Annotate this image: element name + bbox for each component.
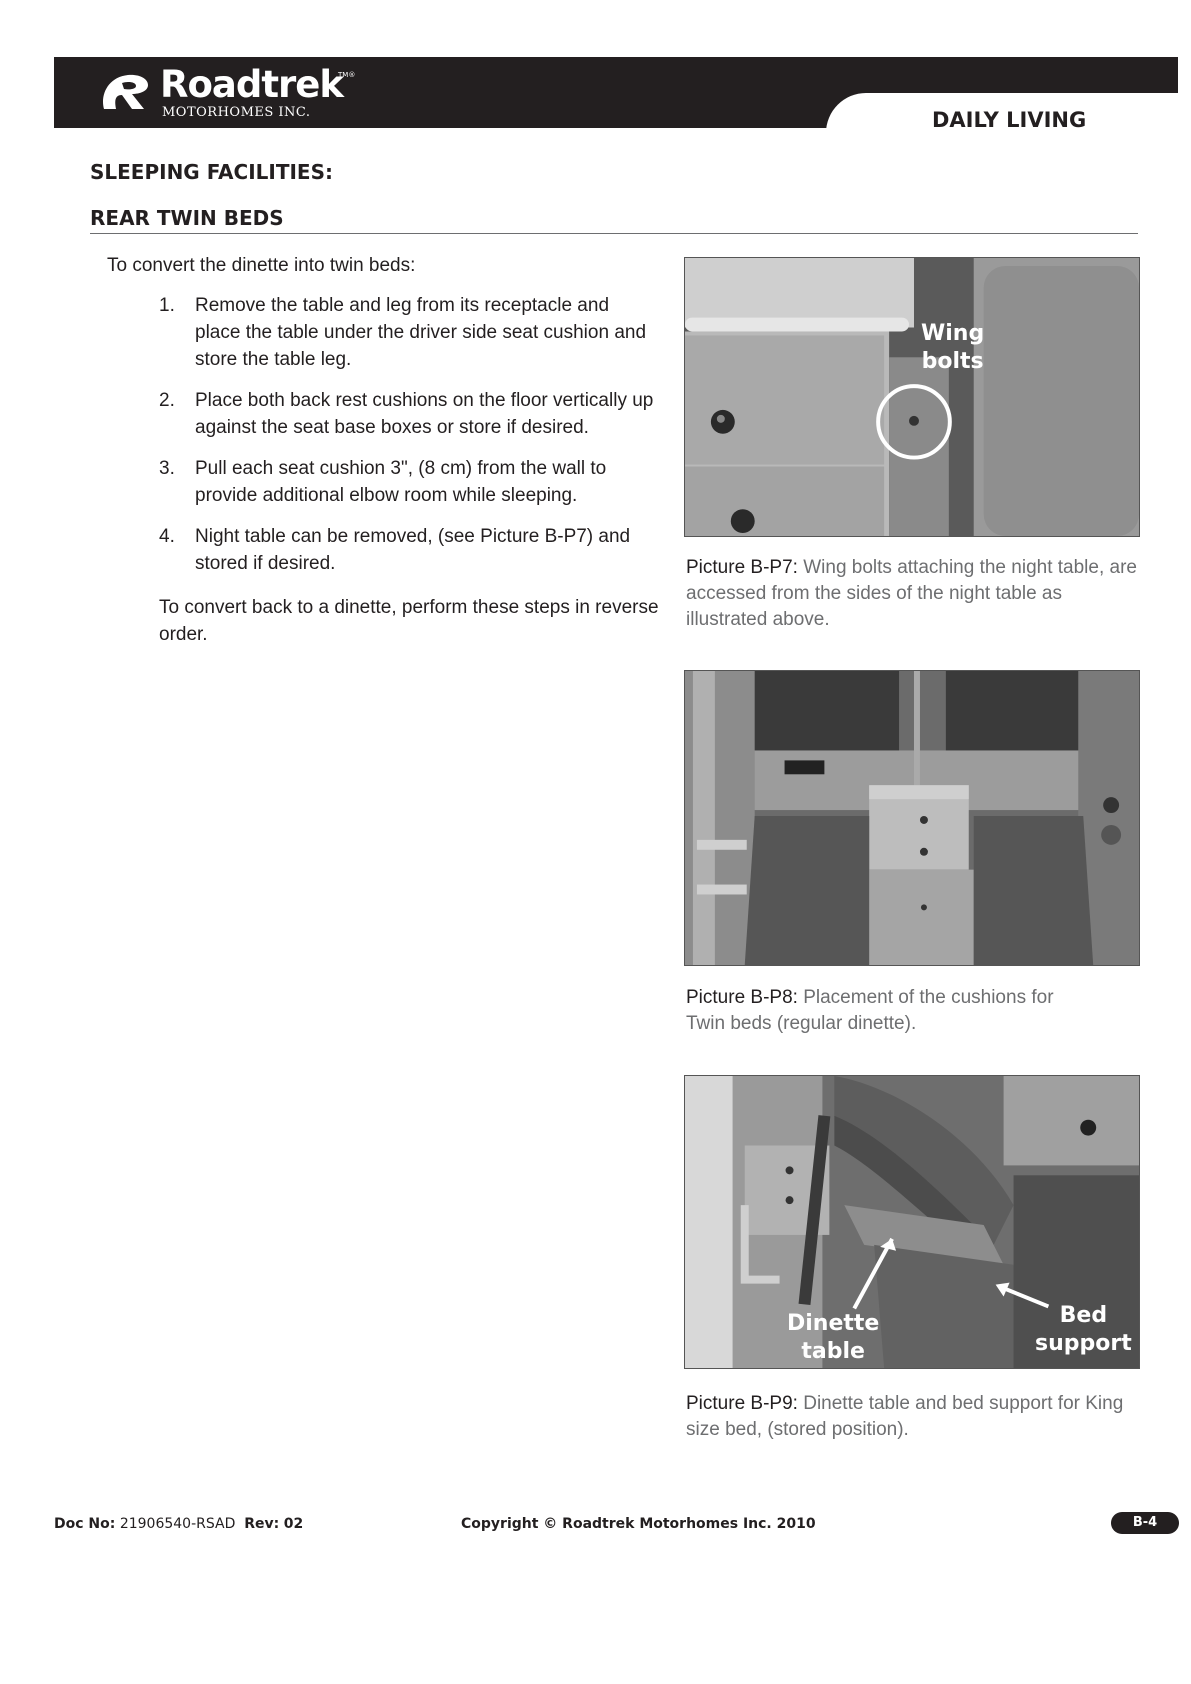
- caption-b-p8: [686, 985, 1086, 1037]
- photo-dinette-table-bed-support: [684, 1075, 1140, 1369]
- bed-support-callout: [1035, 1302, 1132, 1358]
- roadtrek-logo-icon: [98, 69, 152, 117]
- brand-subtitle: MOTORHOMES INC.: [162, 105, 311, 120]
- callout-line: support: [1035, 1331, 1132, 1356]
- step-number: 2.: [159, 390, 175, 411]
- step-number: 4.: [159, 526, 175, 547]
- section-title: DAILY LIVING: [932, 108, 1087, 132]
- instruction-steps: [159, 292, 659, 591]
- caption-b-p9: [686, 1391, 1146, 1443]
- subsection-heading: REAR TWIN BEDS: [90, 206, 284, 230]
- brand-name: Roadtrek: [160, 63, 343, 106]
- caption-label: Picture B-P8:: [686, 987, 798, 1008]
- callout-line: Dinette: [787, 1311, 880, 1336]
- step-text: Pull each seat cushion 3", (8 cm) from the wall to provide additional elbow room while sleeping.: [195, 458, 607, 506]
- closing-text: To convert back to a dinette, perform these steps in reverse order.: [159, 597, 659, 645]
- step-number: 1.: [159, 295, 175, 316]
- page-heading: SLEEPING FACILITIES:: [90, 160, 333, 184]
- step-item: [159, 455, 659, 509]
- page-number: B-4: [1111, 1512, 1179, 1534]
- step-item: [159, 292, 659, 373]
- step-text: Night table can be removed, (see Picture B-P7) and stored if desired.: [195, 526, 631, 574]
- step-number: 3.: [159, 458, 175, 479]
- footer-doc-info: [54, 1516, 303, 1532]
- callout-line: Wing: [921, 321, 985, 346]
- brand-trademark: TM®: [338, 71, 356, 79]
- caption-text: Dinette table and bed support for King size bed, (stored position).: [686, 1393, 1124, 1440]
- caption-text: Placement of the cushions for Twin beds (regular dinette).: [686, 987, 1054, 1034]
- caption-label: Picture B-P9:: [686, 1393, 798, 1414]
- step-item: [159, 387, 659, 441]
- revision-label: Rev:: [244, 1516, 280, 1532]
- roadtrek-logo: [98, 63, 356, 121]
- step-text: Place both back rest cushions on the floor vertically up against the seat base boxes or store if desired.: [195, 390, 654, 438]
- callout-line: Bed: [1059, 1303, 1108, 1328]
- intro-text: To convert the dinette into twin beds:: [107, 255, 416, 276]
- doc-number-label: Doc No:: [54, 1516, 116, 1532]
- photo-illustration: [685, 258, 1139, 536]
- photo-illustration: [685, 671, 1139, 965]
- heading-divider: [90, 233, 1138, 234]
- footer-copyright: Copyright © Roadtrek Motorhomes Inc. 2010: [461, 1516, 816, 1532]
- caption-label: Picture B-P7:: [686, 557, 798, 578]
- callout-line: bolts: [921, 349, 984, 374]
- dinette-table-callout: [787, 1310, 879, 1366]
- wing-bolts-callout: [921, 320, 984, 376]
- doc-number-value: 21906540-RSAD: [119, 1516, 236, 1532]
- step-text: Remove the table and leg from its receptacle and place the table under the driver side seat cushion and store the table leg.: [195, 295, 647, 370]
- photo-twin-beds-cushions: [684, 670, 1140, 966]
- step-item: [159, 523, 659, 577]
- caption-text: Wing bolts attaching the night table, are accessed from the sides of the night table as illustrated above.: [686, 557, 1137, 630]
- revision-value: 02: [283, 1516, 304, 1532]
- caption-b-p7: [686, 555, 1146, 633]
- photo-night-table-wing-bolts: [684, 257, 1140, 537]
- callout-line: table: [801, 1339, 865, 1364]
